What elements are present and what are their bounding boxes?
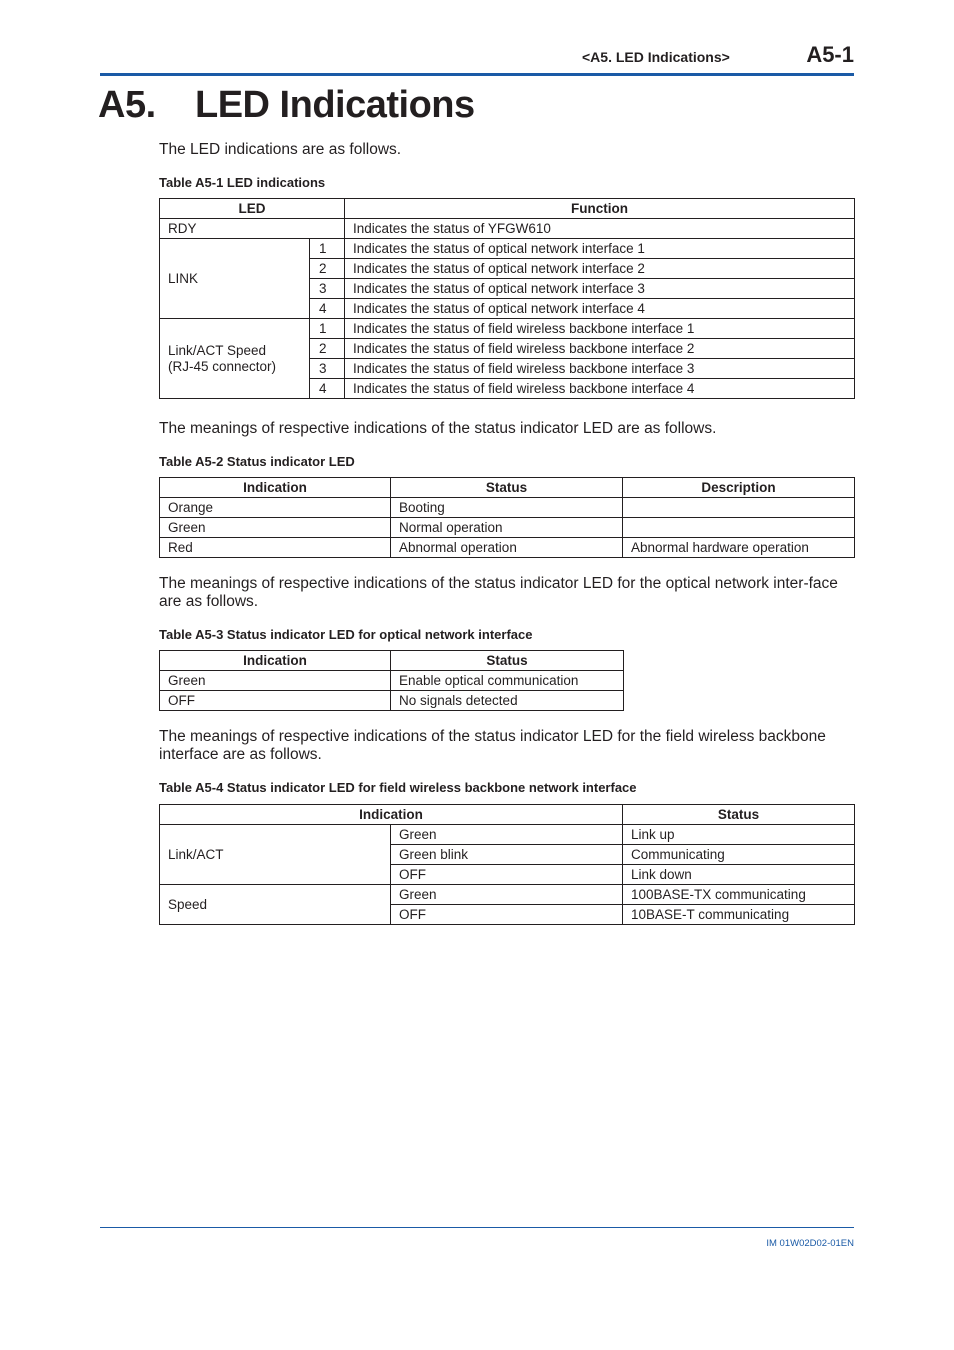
interface-number-cell: 2 [310, 339, 345, 359]
indication-cell: Green [160, 671, 391, 691]
status-cell: Normal operation [391, 518, 623, 538]
status-led-paragraph: The meanings of respective indications of the status indicator LED are as follows. [159, 420, 717, 437]
interface-number-cell: 1 [310, 239, 345, 259]
column-header: Indication [160, 478, 391, 498]
indication-cell: OFF [391, 865, 623, 885]
led-cell: LINK [160, 239, 310, 319]
column-header: LED [160, 199, 345, 219]
table-header-row [160, 805, 855, 825]
interface-number-cell: 3 [310, 359, 345, 379]
status-cell: Link up [623, 825, 855, 845]
led-label-line: Link/ACT Speed [168, 342, 267, 358]
description-cell [623, 498, 855, 518]
function-cell: Indicates the status of optical network interface 2 [345, 259, 855, 279]
interface-number-cell: 1 [310, 319, 345, 339]
table-row [160, 885, 855, 905]
led-cell [160, 319, 310, 399]
table-header-row [160, 478, 855, 498]
function-cell: Indicates the status of field wireless backbone interface 3 [345, 359, 855, 379]
chapter-title [98, 84, 475, 127]
table3-caption: Table A5-3 Status indicator LED for optical network interface [159, 627, 533, 642]
table-row [160, 239, 855, 259]
indicator-cell: Speed [160, 885, 391, 925]
function-cell: Indicates the status of YFGW610 [345, 219, 855, 239]
backbone-led-table [159, 804, 855, 925]
status-cell: Booting [391, 498, 623, 518]
table4-caption: Table A5-4 Status indicator LED for field wireless backbone network interface [159, 780, 637, 795]
status-cell: 100BASE-TX communicating [623, 885, 855, 905]
running-header-section: <A5. LED Indications> [582, 49, 730, 65]
intro-paragraph: The LED indications are as follows. [159, 141, 402, 158]
table-row [160, 219, 855, 239]
function-cell: Indicates the status of optical network interface 4 [345, 299, 855, 319]
chapter-number: A5. [98, 84, 156, 126]
interface-number-cell: 4 [310, 379, 345, 399]
column-header: Status [623, 805, 855, 825]
header-rule [100, 73, 854, 76]
column-header: Description [623, 478, 855, 498]
description-cell [623, 518, 855, 538]
optical-led-table [159, 650, 624, 711]
led-indications-table [159, 198, 855, 399]
column-header: Status [391, 478, 623, 498]
function-cell: Indicates the status of optical network interface 3 [345, 279, 855, 299]
led-label-line: (RJ-45 connector) [168, 358, 277, 374]
table2-caption: Table A5-2 Status indicator LED [159, 454, 355, 469]
table-row [160, 518, 855, 538]
status-cell: 10BASE-T communicating [623, 905, 855, 925]
interface-number-cell: 4 [310, 299, 345, 319]
status-cell: Enable optical communication [391, 671, 624, 691]
status-cell: Communicating [623, 845, 855, 865]
function-cell: Indicates the status of optical network interface 1 [345, 239, 855, 259]
column-header: Indication [160, 805, 623, 825]
interface-number-cell: 3 [310, 279, 345, 299]
indication-cell: Green [391, 885, 623, 905]
table-row [160, 691, 624, 711]
status-cell: Abnormal operation [391, 538, 623, 558]
interface-number-cell: 2 [310, 259, 345, 279]
status-cell: Link down [623, 865, 855, 885]
description-cell: Abnormal hardware operation [623, 538, 855, 558]
table-row [160, 825, 855, 845]
indicator-cell: Link/ACT [160, 825, 391, 885]
table-row [160, 671, 624, 691]
table1-caption: Table A5-1 LED indications [159, 175, 326, 190]
table-header-row [160, 651, 624, 671]
indication-cell: Green [391, 825, 623, 845]
indication-cell: Green blink [391, 845, 623, 865]
status-led-table [159, 477, 855, 558]
footer-rule [100, 1227, 854, 1228]
document-number: IM 01W02D02-01EN [766, 1238, 854, 1249]
column-header: Indication [160, 651, 391, 671]
table-header-row [160, 199, 855, 219]
chapter-title-text: LED Indications [195, 84, 475, 126]
column-header: Status [391, 651, 624, 671]
table-row [160, 498, 855, 518]
indication-cell: Red [160, 538, 391, 558]
backbone-led-paragraph: The meanings of respective indications of the status indicator LED for the field wireless backbone interface are as follows. [159, 728, 826, 763]
status-cell: No signals detected [391, 691, 624, 711]
indication-cell: Orange [160, 498, 391, 518]
led-cell: RDY [160, 219, 345, 239]
indication-cell: OFF [160, 691, 391, 711]
column-header: Function [345, 199, 855, 219]
page-number: A5-1 [806, 42, 854, 67]
indication-cell: OFF [391, 905, 623, 925]
function-cell: Indicates the status of field wireless backbone interface 1 [345, 319, 855, 339]
optical-led-paragraph: The meanings of respective indications of the status indicator LED for the optical network inter-face are as follows. [159, 575, 838, 610]
table-row [160, 319, 855, 339]
function-cell: Indicates the status of field wireless backbone interface 2 [345, 339, 855, 359]
table-row [160, 538, 855, 558]
indication-cell: Green [160, 518, 391, 538]
function-cell: Indicates the status of field wireless backbone interface 4 [345, 379, 855, 399]
